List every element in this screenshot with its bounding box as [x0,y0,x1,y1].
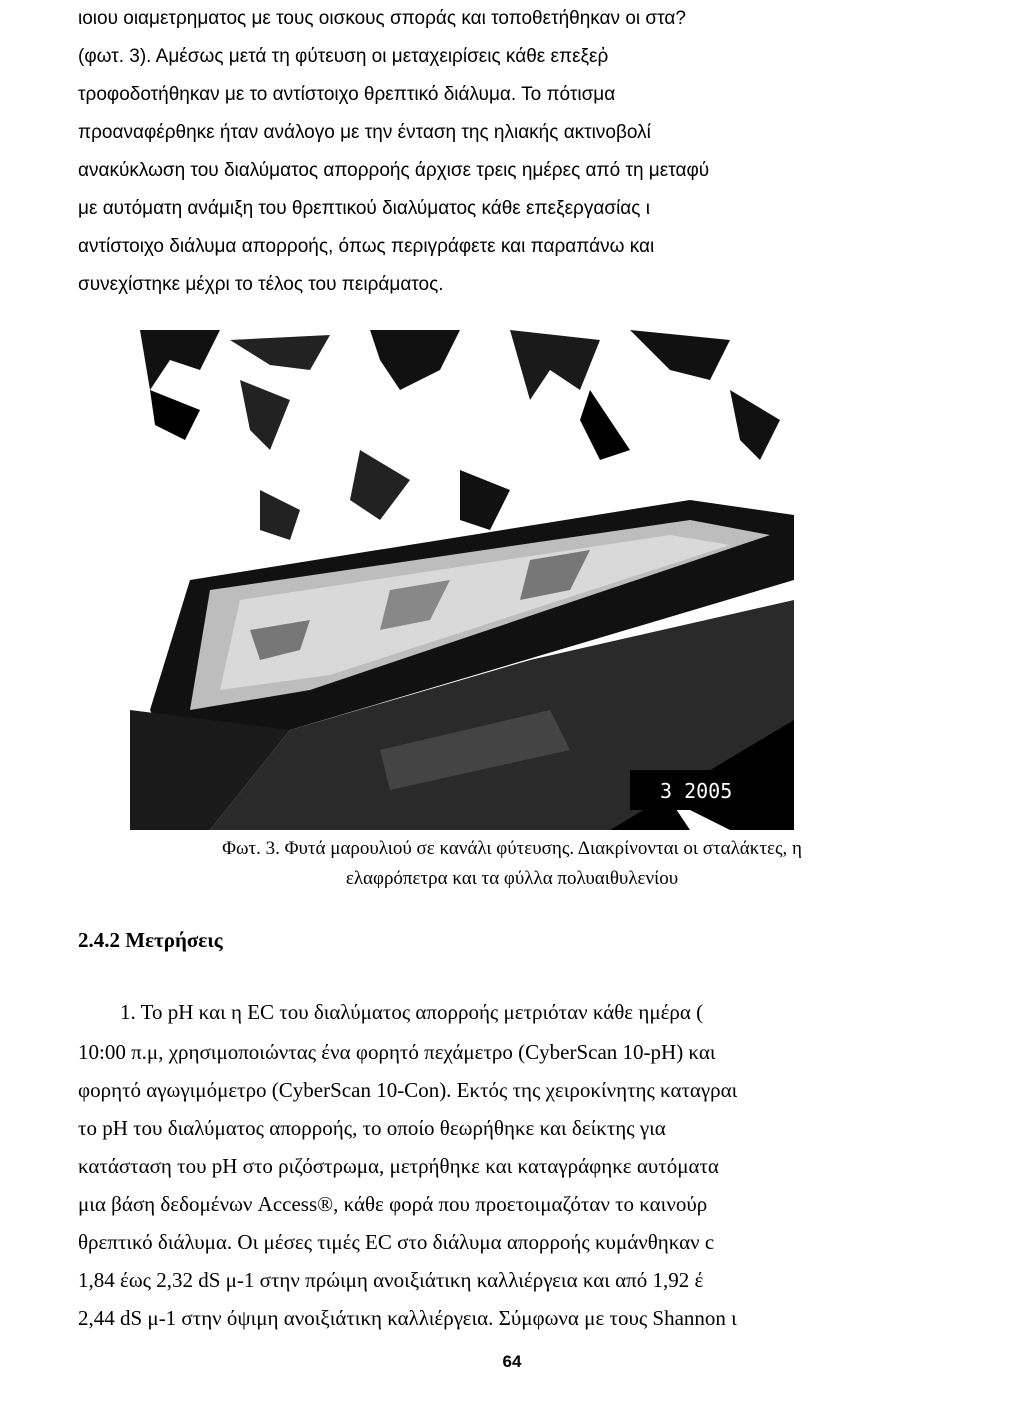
intro-line-8: συνεχίστηκε μέχρι το τέλος του πειράματος. [78,274,444,295]
intro-line-6: με αυτόματη ανάμιξη του θρεπτικού διαλύματος κάθε επεξεργασίας ι [78,198,650,219]
intro-line-7: αντίστοιχο διάλυμα απορροής, όπως περιγράφετε και παραπάνω και [78,236,655,257]
intro-line-5: ανακύκλωση του διαλύματος απορροής άρχισε τρεις ημέρες από τη μεταφύ [78,160,710,181]
lettuce-channel-photo [130,330,794,830]
measure-line-8: 1,84 έως 2,32 dS μ-1 στην πρώιμη ανοιξιάτικη καλλιέργεια και από 1,92 έ [78,1268,704,1292]
page-number: 64 [502,1352,522,1371]
photo-caption-line-1: Φωτ. 3. Φυτά μαρουλιού σε κανάλι φύτευσης. Διακρίνονται οι σταλάκτες, η [222,838,802,859]
intro-line-1: ιοιου οιαμετρηματος με τους οισκους σποράς και τοποθετήθηκαν οι στα? [78,8,686,29]
intro-line-2: (φωτ. 3). Αμέσως μετά τη φύτευση οι μεταχειρίσεις κάθε επεξεῤ [78,46,609,67]
date-stamp: 3 2005 [660,779,733,803]
photo-caption-line-2: ελαφρόπετρα και τα φύλλα πολυαιθυλενίου [345,868,679,889]
measure-line-3: φορητό αγωγιμόμετρο (CyberScan 10-Con). Εκτός της χειροκίνητης καταγραι [78,1078,738,1102]
measure-line-6: μια βάση δεδομένων Access®, κάθε φορά που προετοιμαζόταν το καινούρ [78,1192,708,1216]
intro-line-4: προαναφέρθηκε ήταν ανάλογο με την ένταση της ηλιακής ακτινοβολί [78,122,651,143]
measure-line-7: θρεπτικό διάλυμα. Οι μέσες τιμές EC στο διάλυμα απορροής κυμάνθηκαν c [78,1230,715,1254]
measure-line-1: 1. Το pH και η EC του διαλύματος απορροής μετριόταν κάθε ημέρα ( [120,1000,704,1024]
measure-line-2: 10:00 π.μ, χρησιμοποιώντας ένα φορητό πεχάμετρο (CyberScan 10-pH) και [78,1040,716,1064]
measure-line-5: κατάσταση του pH στο ριζόστρωμα, μετρήθηκε και καταγράφηκε αυτόματα [78,1154,719,1178]
measure-line-4: το pH του διαλύματος απορροής, το οποίο θεωρήθηκε και δείκτης για [78,1116,666,1140]
measure-line-9: 2,44 dS μ-1 στην όψιμη ανοιξιάτικη καλλιέργεια. Σύμφωνα με τους Shannon ι [78,1306,737,1330]
intro-line-3: τροφοδοτήθηκαν με το αντίστοιχο θρεπτικό διάλυμα. Το πότισμα [78,84,616,105]
section-heading: 2.4.2 Μετρήσεις [78,928,223,952]
